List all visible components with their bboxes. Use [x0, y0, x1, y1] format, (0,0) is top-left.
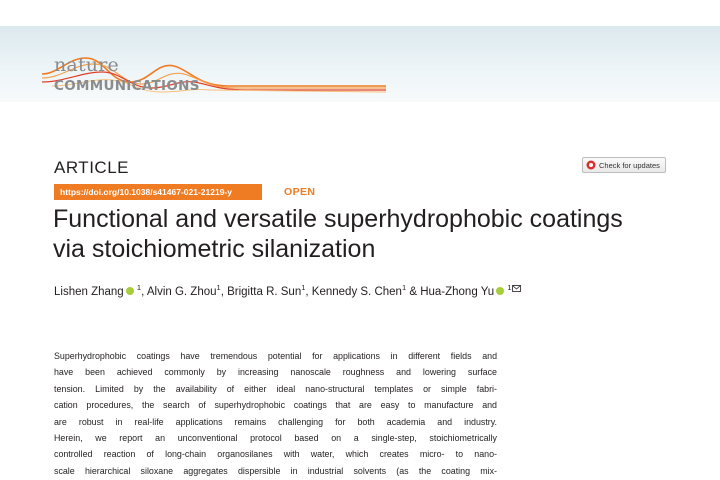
check-updates-icon	[586, 160, 596, 170]
abstract-line: Herein, we report an unconventional protocol based on a single-step, stoichiometrically	[54, 432, 497, 443]
orcid-icon[interactable]	[496, 287, 504, 295]
abstract-line: have been achieved commonly by increasing nanoscale roughness and lowering surface	[54, 367, 497, 378]
abstract-line: controlled reaction of long-chain organosilanes with water, which creates micro- to nano-	[54, 449, 497, 460]
journal-name-communications: COMMUNICATIONS	[54, 78, 200, 94]
orcid-icon[interactable]	[126, 287, 134, 295]
check-for-updates-button[interactable]	[582, 157, 666, 173]
author-name[interactable]: Alvin G. Zhou	[146, 285, 217, 298]
author-affiliation: 1	[507, 283, 512, 292]
article-title-line-2: via stoichiometric silanization	[53, 235, 376, 263]
abstract-line: cation procedures, the search of superhydrophobic coatings that are easy to manufacture and	[54, 400, 497, 411]
author-affiliation: 1	[216, 283, 221, 292]
envelope-icon[interactable]	[512, 285, 521, 292]
abstract	[54, 348, 497, 479]
doi-link[interactable]: https://doi.org/10.1038/s41467-021-21219-y	[54, 184, 262, 200]
open-access-label: OPEN	[284, 186, 316, 198]
abstract-line: Superhydrophobic coatings have tremendous potential for applications in different fields and	[54, 351, 497, 361]
journal-name-nature: nature	[54, 54, 119, 76]
abstract-line: tension. Limited by the availability of either ideal nano-structural templates or simple fabri-	[54, 383, 497, 394]
journal-header	[0, 26, 720, 102]
abstract-line: scale hierarchical siloxane aggregates dispersible in industrial solvents (as the coating mix-	[54, 465, 497, 476]
author-affiliation: 1	[136, 283, 142, 292]
check-updates-label: Check for updates	[599, 160, 660, 170]
article-type-label: ARTICLE	[54, 158, 129, 177]
author-name[interactable]: Hua-Zhong Yu	[420, 285, 495, 298]
author-name[interactable]: Lishen Zhang	[54, 285, 124, 298]
author-name[interactable]: Kennedy S. Chen	[311, 285, 402, 298]
abstract-line: are robust in real-life applications remains challenging for both academia and industry.	[54, 416, 497, 427]
article-title-line-1: Functional and versatile superhydrophobic coatings	[53, 205, 623, 233]
author-name[interactable]: Brigitta R. Sun	[227, 285, 302, 298]
author-list: Lishen Zhang $^1$, Alvin G. Zhou$^1$, Brigitta R. Sun$^1$, Kennedy S. Chen$^1$ & Hua-Zhong Yu $^1$	[54, 283, 694, 298]
author-affiliation: 1	[301, 283, 306, 292]
author-affiliation: 1	[401, 283, 407, 292]
article-title	[53, 204, 693, 264]
